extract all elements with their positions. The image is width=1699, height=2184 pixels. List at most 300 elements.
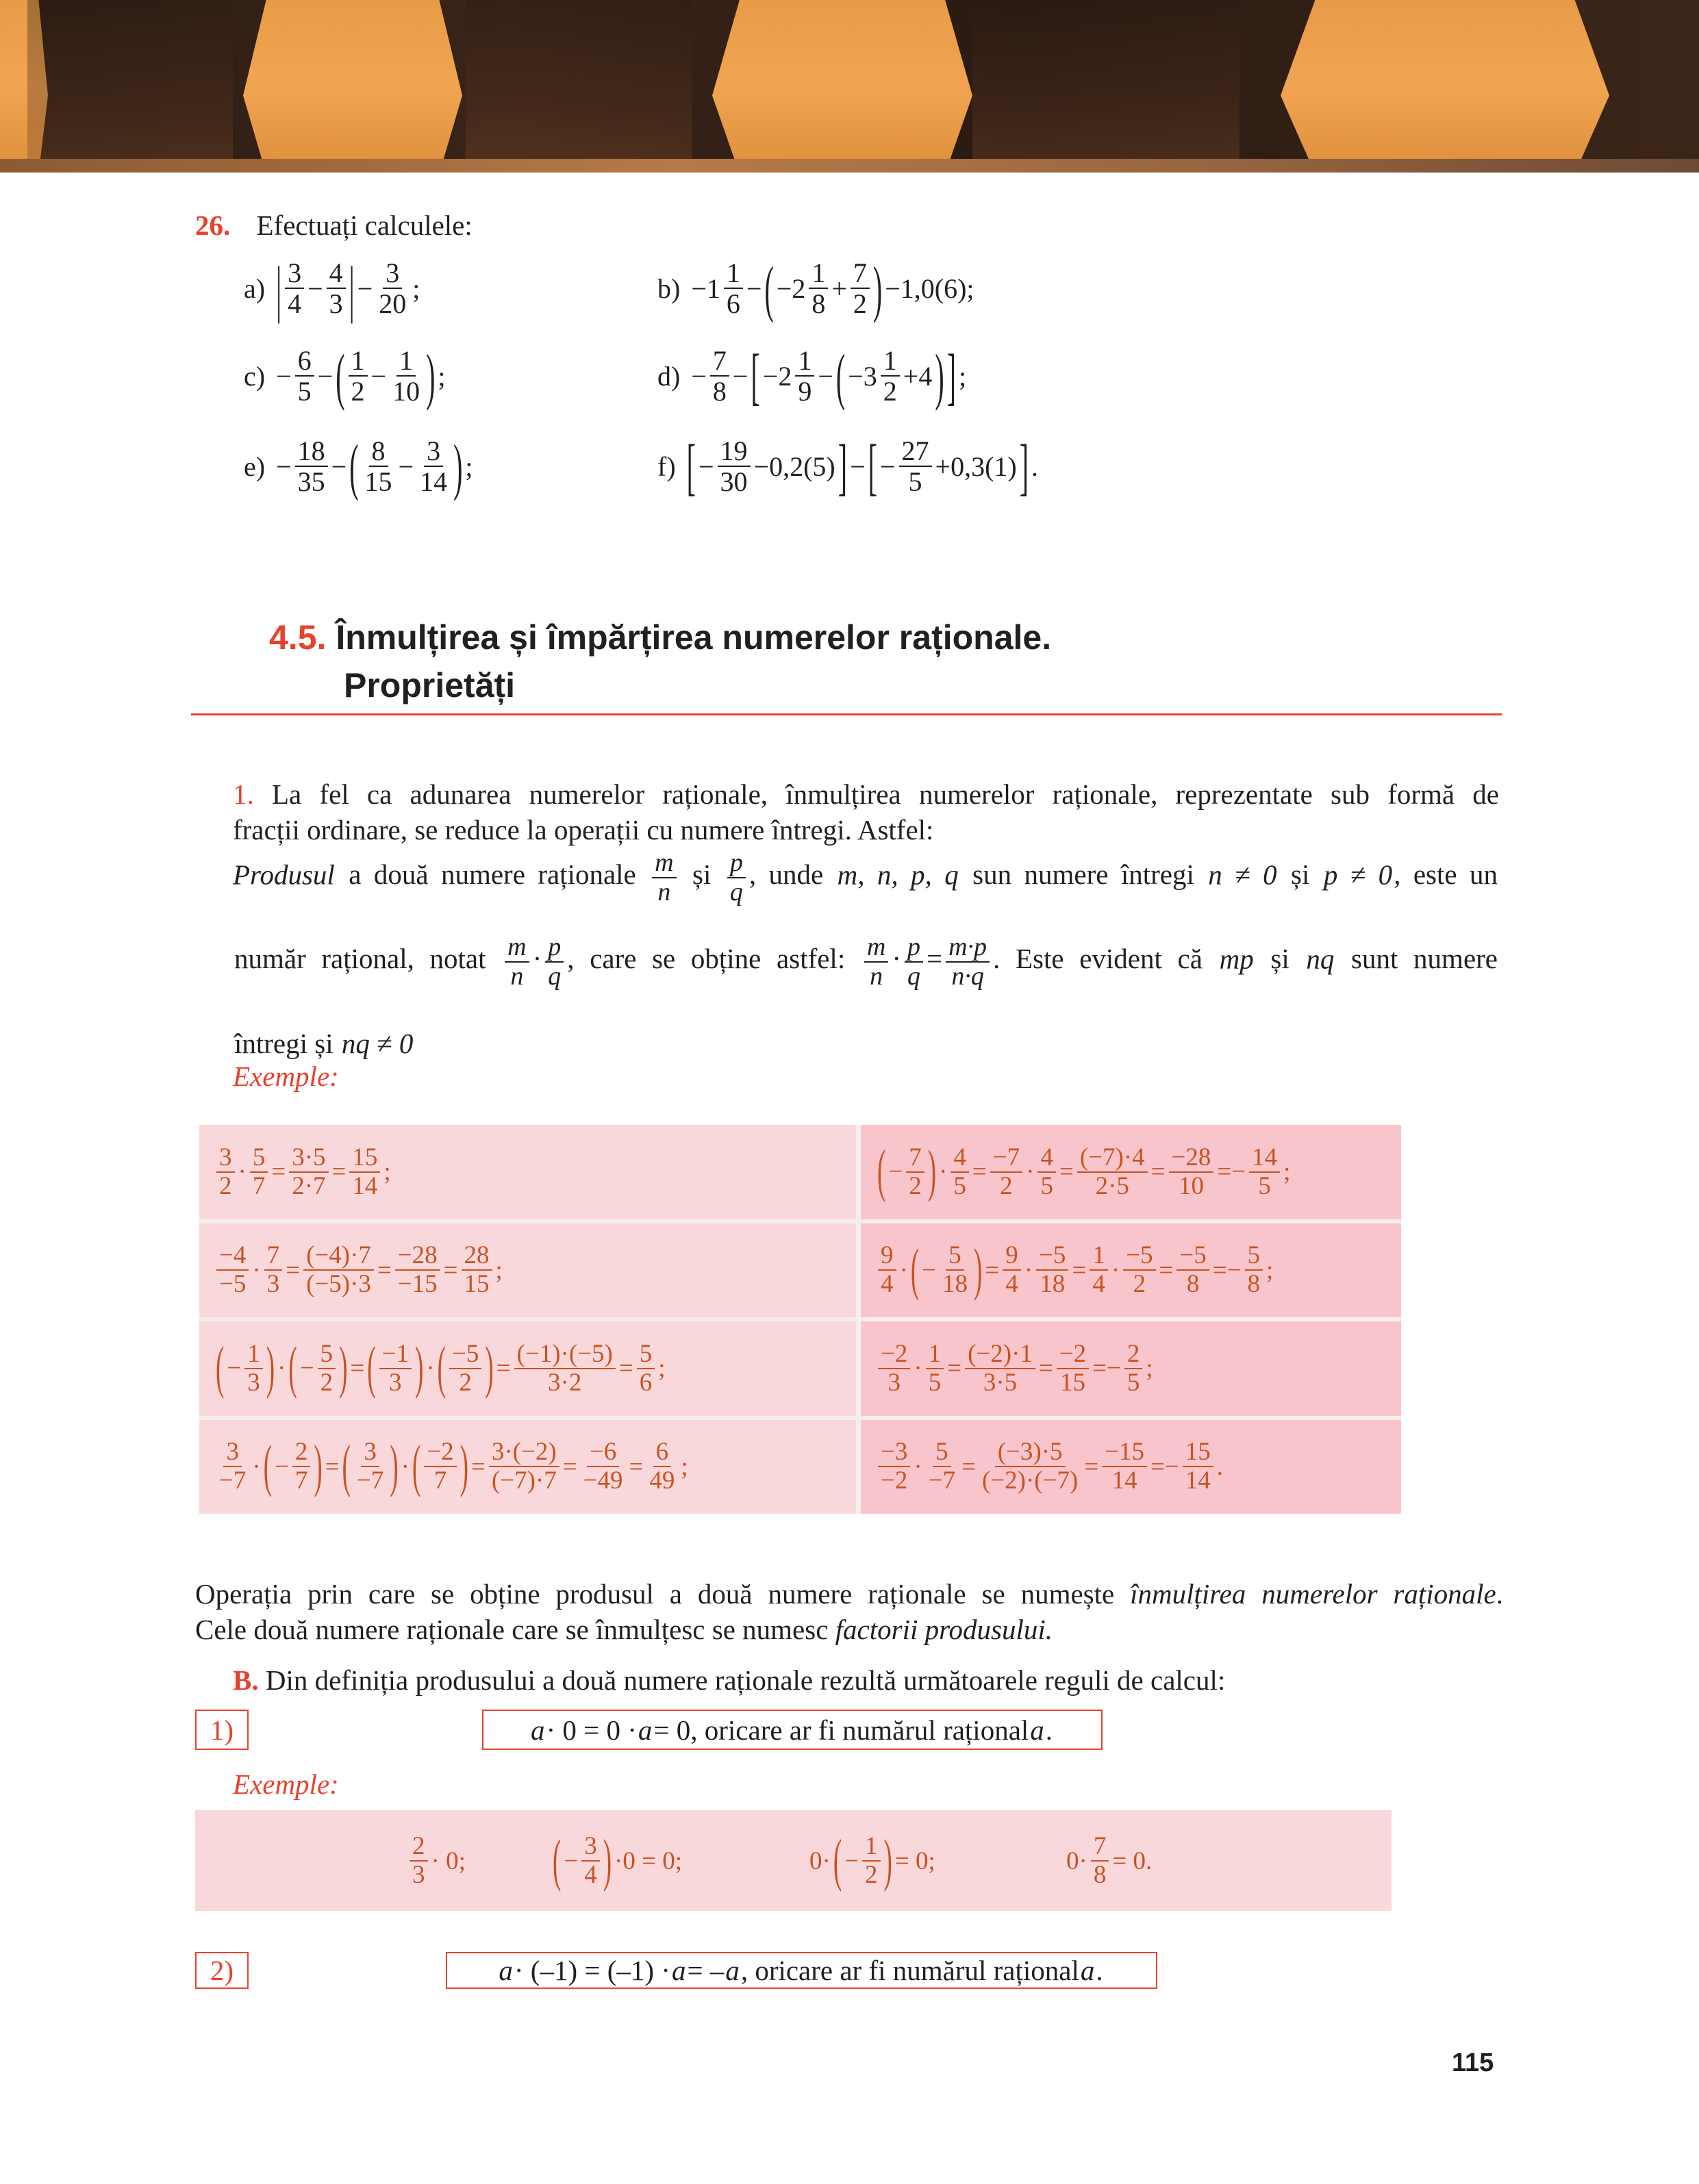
numerator: −15	[1102, 1438, 1147, 1467]
bracket-group	[749, 340, 957, 411]
math-variable: a	[725, 1955, 740, 1986]
section-number: 4.5.	[269, 618, 327, 657]
numerator: (−7)·4	[1077, 1144, 1148, 1173]
math-text: și	[1278, 859, 1322, 891]
denominator: q	[907, 962, 920, 991]
zero-example	[551, 1820, 683, 1902]
example-expression	[876, 1238, 1274, 1303]
example-cell	[199, 1223, 856, 1318]
numerator: 5	[637, 1341, 655, 1369]
fraction	[1169, 1144, 1214, 1200]
math-text: =	[629, 1452, 644, 1481]
item-label: c)	[244, 360, 266, 392]
math-text: =	[562, 1452, 577, 1481]
numerator: 1	[795, 346, 814, 377]
numerator: 5	[250, 1144, 268, 1173]
bracket-group	[551, 1828, 613, 1894]
fraction	[1090, 1242, 1108, 1298]
group-content	[273, 1438, 312, 1495]
examples-table	[199, 1125, 1401, 1514]
numerator: 8	[369, 436, 388, 467]
denominator: 2	[1133, 1270, 1146, 1299]
examples-label: Exemple:	[233, 1061, 339, 1092]
math-variable: p ≠ 0	[1323, 859, 1393, 891]
photo-shape	[243, 0, 462, 159]
close-delimiter: )	[883, 1828, 892, 1894]
exercise-item-e	[244, 432, 475, 500]
fraction	[1077, 1144, 1148, 1200]
math-text: număr rațional, notat	[234, 943, 502, 975]
denominator: 8	[811, 288, 826, 319]
denominator: 4	[584, 1861, 597, 1889]
math-text: −	[276, 360, 292, 392]
zero-example	[1065, 1820, 1153, 1902]
fraction	[349, 346, 368, 406]
fraction	[906, 1144, 924, 1200]
numerator: 3·(−2)	[489, 1438, 559, 1467]
fraction	[1249, 1144, 1280, 1200]
definition-term: factorii produsului.	[835, 1614, 1053, 1645]
numerator: p	[545, 933, 564, 963]
exercise-number: 26.	[195, 209, 231, 241]
close-delimiter: ]	[838, 431, 848, 502]
math-text: ;	[495, 1256, 503, 1284]
math-text: =	[331, 1158, 347, 1186]
fraction	[905, 933, 923, 991]
bracket-group	[262, 1434, 324, 1499]
math-text: , oricare ar fi numărul rațional	[740, 1955, 1079, 1986]
intro-line-2: fracții ordinare, se reduce la operații cu numere întregi. Astfel:	[233, 814, 934, 846]
denominator: 20	[379, 288, 407, 319]
numerator: m	[505, 933, 529, 963]
example-cell	[861, 1223, 1401, 1318]
denominator: −7	[928, 1466, 956, 1495]
bracket-group	[214, 1336, 276, 1401]
numerator: 3	[581, 1833, 600, 1862]
open-delimiter: (	[833, 1828, 842, 1894]
math-text: −	[370, 360, 387, 392]
fraction	[1036, 1242, 1068, 1298]
bracket-group	[436, 1336, 495, 1401]
fraction	[926, 1341, 944, 1397]
fraction	[295, 436, 328, 496]
photo-shade	[27, 0, 233, 159]
denominator: 7	[433, 1466, 447, 1495]
numerator: −28	[1169, 1144, 1214, 1173]
fraction	[318, 1341, 336, 1397]
photo-shade	[466, 0, 692, 159]
math-variable: a	[1080, 1955, 1095, 1986]
denominator: 4	[1005, 1270, 1018, 1299]
item-label: d)	[657, 360, 681, 392]
fraction	[514, 1341, 616, 1397]
math-text: =	[350, 1354, 365, 1383]
fraction	[864, 933, 888, 991]
fraction	[285, 258, 304, 318]
numerator: 1	[862, 1833, 881, 1862]
math-text: =−	[1217, 1158, 1246, 1186]
denominator: 5	[1040, 1171, 1053, 1200]
item-expression	[275, 253, 421, 324]
math-text: −	[879, 450, 896, 482]
fraction	[216, 1144, 235, 1200]
open-delimiter: (	[835, 340, 846, 411]
math-text: =	[618, 1354, 633, 1383]
bracket-group	[366, 1336, 425, 1401]
denominator: 3	[888, 1368, 901, 1397]
definition-line-2	[195, 1613, 1053, 1647]
bracket-group	[411, 1434, 470, 1499]
math-text: .	[1216, 1452, 1224, 1481]
bracket-group	[348, 431, 464, 502]
numerator: 6	[653, 1438, 672, 1467]
item-expression	[690, 253, 975, 324]
numerator: 4	[327, 258, 346, 289]
numerator: 3	[361, 1438, 379, 1467]
rule-2-formula	[446, 1952, 1157, 1989]
math-text: −	[850, 450, 866, 482]
denominator: 7	[294, 1466, 308, 1495]
fraction	[264, 1242, 283, 1298]
fraction	[376, 258, 409, 318]
fraction	[362, 436, 395, 496]
numerator: 1	[349, 346, 368, 377]
numerator: 4	[1037, 1144, 1056, 1173]
math-text: 0·	[809, 1846, 831, 1875]
close-delimiter: )	[314, 1434, 323, 1499]
item-expression	[275, 431, 474, 502]
example-cell	[199, 1321, 856, 1416]
close-delimiter: )	[426, 340, 436, 411]
denominator: (−7)·7	[491, 1466, 557, 1495]
math-text: ·	[401, 1452, 410, 1481]
numerator: p	[905, 933, 923, 963]
math-text: = 0.	[1112, 1846, 1153, 1875]
math-text: ·	[277, 1354, 286, 1383]
open-delimiter: [	[868, 431, 877, 502]
denominator: (−2)·(−7)	[981, 1466, 1079, 1495]
numerator: −1	[379, 1341, 412, 1369]
math-text: −	[888, 1158, 903, 1186]
denominator: 6	[639, 1368, 653, 1397]
denominator: 2	[459, 1368, 472, 1397]
numerator: −2	[424, 1438, 456, 1467]
fraction	[1245, 1242, 1263, 1298]
open-delimiter: (	[553, 1828, 562, 1894]
numerator: 5	[1245, 1242, 1263, 1271]
example-expression	[214, 1242, 504, 1298]
math-text: = 0, oricare ar fi numărul rațional	[653, 1714, 1029, 1746]
example-expression	[876, 1438, 1224, 1495]
intro-line-1	[233, 778, 1499, 811]
open-delimiter: (	[412, 1434, 421, 1499]
math-text: −	[307, 272, 323, 304]
math-variable: nq ≠ 0	[341, 1028, 414, 1059]
denominator: 3	[266, 1270, 280, 1299]
bracket-group	[685, 431, 848, 502]
open-delimiter: (	[336, 340, 345, 411]
denominator: 9	[798, 376, 812, 407]
numerator: 14	[1249, 1144, 1280, 1173]
section-title-line1: Înmulțirea și împărțirea numerelor raționale.	[336, 618, 1052, 657]
denominator: 10	[392, 376, 420, 407]
numerator: 7	[1091, 1833, 1109, 1862]
page-number: 115	[1452, 2048, 1494, 2077]
fraction	[462, 1242, 492, 1298]
open-delimiter: (	[349, 431, 359, 502]
example-expression	[876, 1139, 1292, 1204]
definition-text: Cele două numere raționale care se înmulțesc se numesc	[195, 1614, 835, 1645]
math-text: −	[818, 360, 833, 392]
example-cell	[861, 1125, 1401, 1219]
rule-1-label: 1)	[195, 1710, 249, 1750]
math-text: −	[317, 360, 333, 392]
group-content	[352, 1438, 388, 1495]
denominator: 4	[1092, 1270, 1105, 1299]
denominator: 2	[853, 288, 867, 319]
fraction	[1124, 1341, 1143, 1397]
denominator: 5	[1258, 1171, 1271, 1200]
example-expression	[876, 1341, 1155, 1397]
definition-text: Operația prin care se obține produsul a două numere raționale se numește	[195, 1578, 1131, 1610]
bracket-group	[341, 1434, 400, 1499]
bracket-group	[876, 1139, 937, 1204]
numerator: 15	[349, 1144, 380, 1173]
fraction	[727, 849, 746, 906]
numerator: 3	[285, 258, 304, 289]
denominator: 3	[329, 288, 343, 319]
math-text: =−	[1092, 1354, 1121, 1383]
math-text: ·	[1111, 1256, 1120, 1284]
open-delimiter: (	[437, 1336, 446, 1401]
fraction	[1003, 1242, 1021, 1298]
exercise-header	[195, 209, 473, 242]
math-text: −1	[691, 272, 720, 304]
denominator: −5	[219, 1270, 247, 1299]
numerator: 27	[899, 436, 932, 467]
fraction	[1183, 1438, 1213, 1495]
math-text: −1,0(6);	[885, 272, 974, 304]
math-text: =	[1150, 1158, 1166, 1186]
math-text: =	[1038, 1354, 1053, 1383]
fraction	[424, 1438, 456, 1495]
fraction	[979, 1438, 1081, 1495]
math-text: −	[564, 1846, 579, 1875]
denominator: 18	[942, 1270, 968, 1299]
open-delimiter: (	[877, 1139, 886, 1204]
math-text: =	[1059, 1158, 1074, 1186]
numerator: 6	[295, 346, 314, 377]
numerator: 28	[462, 1242, 492, 1271]
close-delimiter: |	[349, 253, 355, 324]
close-delimiter: )	[927, 1139, 937, 1204]
example-cell	[199, 1420, 856, 1514]
photo-shape	[1281, 0, 1609, 159]
math-text: =	[985, 1256, 1000, 1284]
numerator: (−4)·7	[303, 1242, 374, 1271]
denominator: 30	[720, 466, 748, 497]
item-expression	[690, 340, 968, 411]
denominator: 35	[297, 466, 325, 497]
numerator: −5	[449, 1341, 481, 1369]
denominator: −2	[881, 1466, 908, 1495]
math-text: −3	[848, 360, 877, 392]
bracket-group	[334, 340, 436, 411]
close-delimiter: )	[603, 1828, 612, 1894]
fraction	[637, 1341, 655, 1397]
numerator: 15	[1183, 1438, 1213, 1467]
fraction	[946, 933, 990, 991]
math-text: . Este evident că	[993, 943, 1218, 975]
bracket-group	[832, 1828, 894, 1894]
fraction	[489, 1438, 559, 1495]
numerator: −2	[878, 1341, 910, 1369]
fraction	[809, 258, 828, 318]
fraction	[718, 436, 751, 496]
denominator: q	[729, 878, 743, 907]
definition-text: .	[1496, 1578, 1503, 1610]
bracket-group	[287, 1336, 349, 1401]
numerator: p	[727, 849, 746, 878]
math-text: ·	[939, 1158, 948, 1186]
math-text: =−	[1212, 1256, 1242, 1284]
rules-label: B.	[233, 1664, 259, 1696]
denominator: 2	[883, 376, 897, 407]
math-variable: a	[638, 1714, 653, 1746]
rule-1-formula	[482, 1710, 1103, 1750]
denominator: 4	[288, 288, 302, 319]
denominator: 5	[953, 1171, 966, 1200]
math-text: −	[227, 1354, 242, 1383]
math-text: −	[698, 450, 714, 482]
zero-example	[808, 1820, 937, 1902]
numerator: −7	[990, 1144, 1022, 1173]
denominator: 5	[908, 466, 922, 497]
math-text: =	[1159, 1256, 1174, 1284]
denominator: 15	[1059, 1368, 1085, 1397]
fraction	[1123, 1242, 1155, 1298]
open-delimiter: (	[342, 1434, 351, 1499]
math-text: −	[922, 1256, 937, 1284]
numerator: −2	[1057, 1341, 1089, 1369]
denominator: 2	[909, 1171, 922, 1200]
zero-example	[407, 1820, 467, 1902]
denominator: 14	[420, 466, 448, 497]
example-expression	[214, 1336, 667, 1401]
numerator: 2	[410, 1833, 428, 1862]
close-delimiter: )	[414, 1336, 424, 1401]
math-text: −	[691, 360, 707, 392]
numerator: 7	[710, 346, 729, 377]
fraction	[724, 258, 743, 318]
group-content	[283, 258, 348, 318]
math-variable: n ≠ 0	[1208, 859, 1277, 891]
close-delimiter: )	[935, 340, 944, 411]
close-delimiter: )	[460, 1434, 468, 1499]
math-text: ·	[892, 943, 901, 975]
math-text: =	[471, 1452, 486, 1481]
denominator: 5	[1127, 1368, 1140, 1397]
math-variable: a	[499, 1955, 513, 1986]
bracket-group	[909, 1238, 984, 1303]
bracket-group	[763, 253, 883, 324]
fraction	[862, 1833, 881, 1889]
denominator: 3	[412, 1861, 425, 1889]
math-text: , unde	[748, 859, 836, 891]
fraction	[1176, 1242, 1209, 1298]
numerator: −5	[1123, 1242, 1155, 1271]
numerator: m	[652, 849, 676, 878]
numerator: 7	[264, 1242, 283, 1271]
fraction	[417, 436, 450, 496]
math-text: −	[398, 450, 414, 482]
denominator: 10	[1178, 1171, 1204, 1200]
math-text: 0·	[1066, 1846, 1087, 1875]
denominator: 2	[351, 376, 365, 407]
numerator: (−2)·1	[965, 1341, 1035, 1369]
fraction	[216, 1242, 249, 1298]
numerator: (−3)·5	[995, 1438, 1066, 1467]
numerator: 3	[424, 436, 443, 467]
group-content	[299, 1341, 338, 1397]
rule-1-examples-label: Exemple:	[233, 1768, 339, 1800]
fraction	[395, 1242, 440, 1298]
bracket-group	[275, 253, 356, 324]
math-text: ;	[1266, 1256, 1274, 1284]
open-delimiter: [	[686, 431, 696, 502]
group-content	[422, 1438, 458, 1495]
intro-line-5	[233, 1027, 1499, 1061]
math-text: −0,2(5)	[753, 450, 835, 482]
rules-intro	[233, 1664, 1225, 1697]
math-variable: nq	[1306, 943, 1335, 975]
numerator: m·p	[946, 933, 990, 963]
math-text: = 0;	[894, 1846, 935, 1875]
denominator: 4	[881, 1270, 894, 1299]
group-content	[447, 1341, 483, 1397]
denominator: n	[657, 878, 671, 907]
item-label: f)	[657, 450, 676, 482]
numerator: −4	[216, 1242, 249, 1271]
denominator: 3	[389, 1368, 402, 1397]
item-expression	[685, 431, 1040, 502]
math-variable: a	[671, 1955, 686, 1986]
numerator: 1	[1090, 1242, 1108, 1271]
math-variable: a	[1030, 1714, 1044, 1746]
fraction	[250, 1144, 268, 1200]
denominator: 2	[320, 1368, 333, 1397]
math-text: ;	[959, 360, 967, 392]
denominator: 2	[219, 1171, 232, 1200]
open-delimiter: (	[216, 1336, 225, 1401]
fraction	[289, 1144, 328, 1200]
math-text: ;	[412, 272, 420, 304]
definition-term: înmulțirea numerelor raționale	[1130, 1578, 1496, 1610]
numerator: 1	[724, 258, 743, 289]
math-text: ·	[426, 1354, 435, 1383]
math-text: −	[275, 1452, 289, 1481]
denominator: 5	[297, 376, 312, 407]
fraction	[710, 346, 729, 406]
numerator: 7	[906, 1144, 924, 1173]
denominator: 3·5	[983, 1368, 1018, 1397]
fraction	[940, 1242, 970, 1298]
fraction	[349, 1144, 380, 1200]
math-text: −	[331, 450, 347, 482]
exercise-item-d	[657, 342, 968, 410]
fraction	[878, 1341, 910, 1397]
denominator: 2	[865, 1861, 878, 1889]
